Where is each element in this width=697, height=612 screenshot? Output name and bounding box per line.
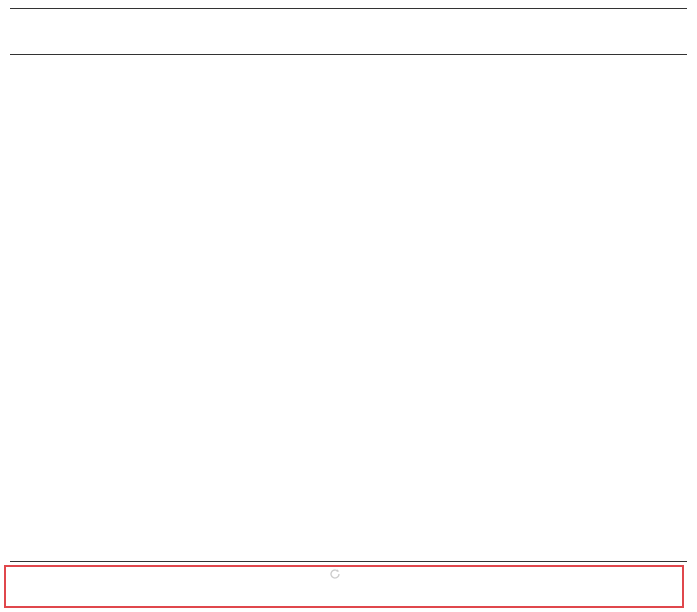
total-separator-rule bbox=[10, 561, 687, 562]
total-row[interactable] bbox=[10, 567, 687, 594]
refresh-icon[interactable] bbox=[328, 567, 342, 581]
header-rule bbox=[10, 54, 687, 55]
top-rule bbox=[10, 8, 687, 9]
